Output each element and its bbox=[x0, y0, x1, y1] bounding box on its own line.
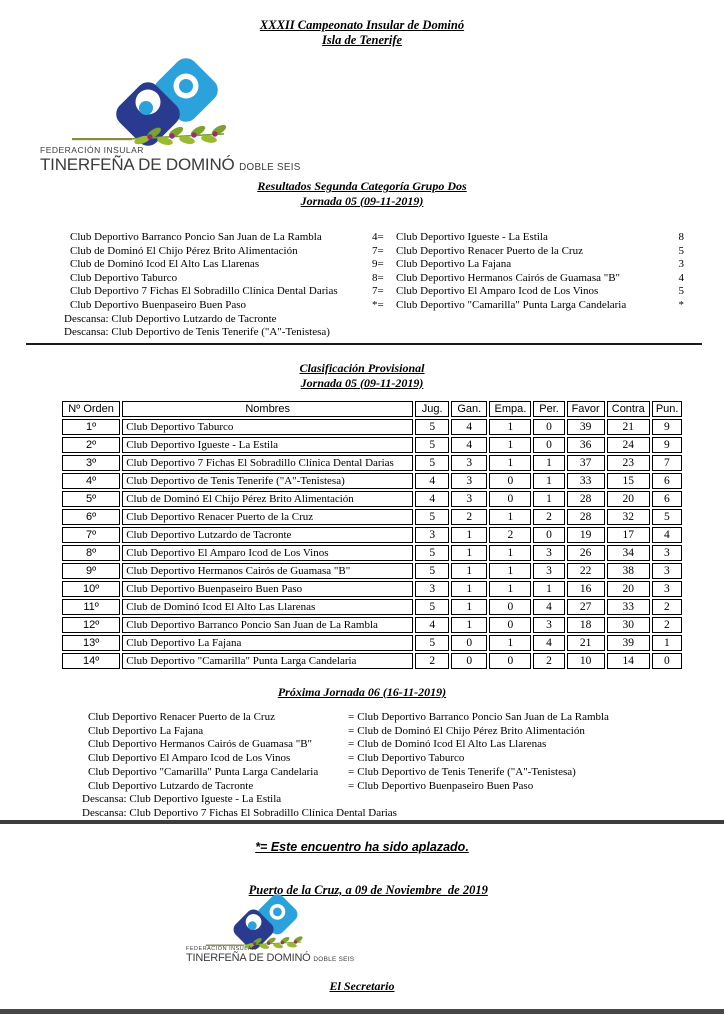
result-away-score: 5 bbox=[678, 244, 684, 257]
next-match-row bbox=[88, 738, 684, 752]
stat-cell: 5 bbox=[415, 437, 449, 453]
next-home-team: Club Deportivo Lutzardo de Tacronte bbox=[88, 779, 254, 792]
result-away-team: Club Deportivo "Camarilla" Punta Larga Candelaria bbox=[396, 298, 627, 311]
result-home-score: *= bbox=[372, 298, 384, 311]
stat-cell: 20 bbox=[607, 581, 650, 597]
signature bbox=[0, 979, 724, 994]
stat-cell: 26 bbox=[567, 545, 605, 561]
next-round-heading bbox=[0, 685, 724, 700]
standings-column-header: Contra bbox=[607, 401, 650, 417]
domino-logo-icon bbox=[66, 56, 276, 152]
standings-row bbox=[62, 581, 682, 597]
result-home-team: Club Deportivo 7 Fichas El Sobradillo Clínica Dental Darias bbox=[70, 285, 338, 298]
doc-title-line1: XXXII Campeonato Insular de Dominó bbox=[259, 18, 465, 32]
stat-cell: 4 bbox=[451, 437, 487, 453]
stat-cell: 28 bbox=[567, 491, 605, 507]
equals-separator: = bbox=[348, 724, 355, 737]
equals-separator: = bbox=[348, 779, 355, 792]
stat-cell: 1 bbox=[533, 455, 564, 471]
stat-cell: 1 bbox=[489, 635, 531, 651]
stat-cell: 6 bbox=[652, 491, 682, 507]
stat-cell: 0 bbox=[533, 419, 564, 435]
standings-row bbox=[62, 491, 682, 507]
stat-cell: 3 bbox=[533, 617, 564, 633]
stat-cell: 6 bbox=[652, 473, 682, 489]
stat-cell: 5 bbox=[415, 635, 449, 651]
next-home-team: Club Deportivo "Camarilla" Punta Larga Candelaria bbox=[88, 765, 319, 778]
stat-cell: 0 bbox=[489, 473, 531, 489]
stat-cell: 14 bbox=[607, 653, 650, 669]
stat-cell: 33 bbox=[567, 473, 605, 489]
next-round-heading-text: Próxima Jornada 06 (16-11-2019) bbox=[277, 685, 447, 699]
stat-cell: 3 bbox=[451, 455, 487, 471]
next-away-cell bbox=[348, 780, 684, 794]
result-home-team: Club Deportivo Taburco bbox=[70, 271, 178, 284]
logo-name-line bbox=[40, 155, 350, 175]
stat-cell: 2 bbox=[489, 527, 531, 543]
stat-cell: 0 bbox=[533, 527, 564, 543]
stat-cell: 3 bbox=[533, 563, 564, 579]
stat-cell: 4 bbox=[415, 473, 449, 489]
postponed-note bbox=[0, 840, 724, 854]
standings-column-header: Nº Orden bbox=[62, 401, 120, 417]
doc-title-line2: Isla de Tenerife bbox=[321, 33, 403, 47]
result-row bbox=[70, 245, 684, 259]
standings-column-header: Nombres bbox=[122, 401, 413, 417]
stat-cell: 1 bbox=[489, 509, 531, 525]
stat-cell: 0 bbox=[489, 491, 531, 507]
result-home-score: 7= bbox=[372, 244, 384, 257]
logo-text bbox=[186, 946, 386, 964]
stat-cell: 1 bbox=[489, 455, 531, 471]
club-name-cell: Club Deportivo Hermanos Cairós de Guamasa "B" bbox=[122, 563, 413, 579]
rank-cell: 6º bbox=[62, 509, 120, 525]
next-bye-row: Descansa: Club Deportivo 7 Fichas El Sobradillo Clínica Dental Darias bbox=[82, 806, 397, 819]
club-name-cell: Club Deportivo de Tenis Tenerife ("A"-Tenistesa) bbox=[122, 473, 413, 489]
result-home-team: Club de Dominó Icod El Alto Las Llarenas bbox=[70, 258, 260, 271]
next-away-team: Club Deportivo Buenpaseiro Buen Paso bbox=[357, 779, 534, 792]
club-name-cell: Club Deportivo Buenpaseiro Buen Paso bbox=[122, 581, 413, 597]
club-name-cell: Club Deportivo Taburco bbox=[122, 419, 413, 435]
stat-cell: 4 bbox=[533, 599, 564, 615]
stat-cell: 18 bbox=[567, 617, 605, 633]
stat-cell: 5 bbox=[415, 599, 449, 615]
stat-cell: 4 bbox=[652, 527, 682, 543]
rank-cell: 8º bbox=[62, 545, 120, 561]
stat-cell: 19 bbox=[567, 527, 605, 543]
light-domino-pip bbox=[273, 907, 282, 916]
stat-cell: 0 bbox=[652, 653, 682, 669]
standings-row bbox=[62, 545, 682, 561]
standings-row bbox=[62, 617, 682, 633]
standings-column-header: Pun. bbox=[652, 401, 682, 417]
stat-cell: 3 bbox=[652, 581, 682, 597]
result-away-score: * bbox=[678, 298, 684, 311]
stat-cell: 9 bbox=[652, 437, 682, 453]
stat-cell: 0 bbox=[451, 653, 487, 669]
rank-cell: 13º bbox=[62, 635, 120, 651]
standings-column-header: Per. bbox=[533, 401, 564, 417]
next-away-cell bbox=[348, 738, 684, 752]
logo-org-line: FEDERACIÓN INSULAR bbox=[186, 946, 257, 953]
stat-cell: 1 bbox=[533, 581, 564, 597]
results-bye-row: Descansa: Club Deportivo Lutzardo de Tacronte bbox=[64, 312, 277, 325]
stat-cell: 34 bbox=[607, 545, 650, 561]
stat-cell: 1 bbox=[451, 599, 487, 615]
stat-cell: 10 bbox=[567, 653, 605, 669]
results-list bbox=[64, 231, 684, 340]
footer-divider-line bbox=[0, 820, 724, 824]
rank-cell: 5º bbox=[62, 491, 120, 507]
equals-separator: = bbox=[348, 752, 355, 765]
stat-cell: 2 bbox=[451, 509, 487, 525]
next-round-list bbox=[82, 711, 684, 821]
stat-cell: 17 bbox=[607, 527, 650, 543]
stat-cell: 39 bbox=[607, 635, 650, 651]
standings-heading-line1: Clasificación Provisional bbox=[299, 361, 425, 375]
next-away-cell bbox=[348, 752, 684, 766]
page-bottom-bar bbox=[0, 1009, 724, 1014]
stat-cell: 1 bbox=[489, 563, 531, 579]
stat-cell: 5 bbox=[415, 455, 449, 471]
rank-cell: 12º bbox=[62, 617, 120, 633]
stat-cell: 3 bbox=[451, 473, 487, 489]
stat-cell: 1 bbox=[451, 617, 487, 633]
next-away-team: Club Deportivo Barranco Poncio San Juan de La Rambla bbox=[357, 711, 609, 723]
stat-cell: 2 bbox=[652, 617, 682, 633]
results-heading bbox=[0, 179, 724, 208]
stat-cell: 4 bbox=[415, 617, 449, 633]
club-name-cell: Club Deportivo Igueste - La Estila bbox=[122, 437, 413, 453]
result-away-team: Club Deportivo Renacer Puerto de la Cruz bbox=[396, 244, 583, 257]
next-away-team: Club de Dominó El Chijo Pérez Brito Alimentación bbox=[357, 724, 585, 737]
next-home-team: Club Deportivo El Amparo Icod de Los Vinos bbox=[88, 752, 291, 765]
standings-row bbox=[62, 419, 682, 435]
result-away-score: 3 bbox=[678, 258, 684, 271]
stat-cell: 4 bbox=[451, 419, 487, 435]
stat-cell: 9 bbox=[652, 419, 682, 435]
rank-cell: 7º bbox=[62, 527, 120, 543]
result-row bbox=[70, 285, 684, 299]
next-home-team: Club Deportivo Renacer Puerto de la Cruz bbox=[88, 711, 275, 723]
standings-header-row bbox=[62, 401, 682, 417]
standings-row bbox=[62, 455, 682, 471]
stat-cell: 0 bbox=[533, 437, 564, 453]
rank-cell: 3º bbox=[62, 455, 120, 471]
stat-cell: 1 bbox=[451, 527, 487, 543]
next-match-row bbox=[88, 711, 684, 725]
stat-cell: 1 bbox=[533, 473, 564, 489]
stat-cell: 27 bbox=[567, 599, 605, 615]
dark-domino-pip bbox=[139, 101, 153, 115]
stat-cell: 3 bbox=[652, 563, 682, 579]
results-heading-line1: Resultados Segunda Categoría Grupo Dos bbox=[257, 179, 467, 193]
stat-cell: 2 bbox=[652, 599, 682, 615]
standings-row bbox=[62, 653, 682, 669]
domino-logo-icon bbox=[202, 893, 334, 953]
equals-separator: = bbox=[348, 738, 355, 751]
rank-cell: 14º bbox=[62, 653, 120, 669]
stat-cell: 22 bbox=[567, 563, 605, 579]
result-home-score: 9= bbox=[372, 258, 384, 271]
stat-cell: 0 bbox=[489, 599, 531, 615]
result-row bbox=[70, 272, 684, 286]
stat-cell: 5 bbox=[415, 563, 449, 579]
rank-cell: 4º bbox=[62, 473, 120, 489]
federation-logo bbox=[40, 56, 350, 175]
stat-cell: 7 bbox=[652, 455, 682, 471]
standings-body bbox=[62, 419, 682, 669]
next-match-row bbox=[88, 725, 684, 739]
stat-cell: 1 bbox=[489, 581, 531, 597]
logo-name: TINERFEÑA DE DOMINÓ bbox=[40, 155, 235, 174]
next-away-team: Club Deportivo de Tenis Tenerife ("A"-Tenistesa) bbox=[357, 765, 576, 778]
standings-column-header: Gan. bbox=[451, 401, 487, 417]
stat-cell: 0 bbox=[489, 653, 531, 669]
rank-cell: 1º bbox=[62, 419, 120, 435]
next-away-cell bbox=[348, 711, 684, 725]
club-name-cell: Club de Dominó El Chijo Pérez Brito Alimentación bbox=[122, 491, 413, 507]
stat-cell: 1 bbox=[451, 581, 487, 597]
stat-cell: 21 bbox=[567, 635, 605, 651]
results-bye-row: Descansa: Club Deportivo de Tenis Tenerife ("A"-Tenistesa) bbox=[64, 326, 330, 339]
result-home-team: Club de Dominó El Chijo Pérez Brito Alimentación bbox=[70, 244, 298, 257]
club-name-cell: Club Deportivo "Camarilla" Punta Larga Candelaria bbox=[122, 653, 413, 669]
logo-name-line bbox=[186, 952, 386, 964]
light-domino-pip bbox=[179, 79, 193, 93]
result-home-team: Club Deportivo Buenpaseiro Buen Paso bbox=[70, 298, 246, 311]
stat-cell: 1 bbox=[451, 545, 487, 561]
result-away-score: 5 bbox=[678, 285, 684, 298]
standings-row bbox=[62, 437, 682, 453]
rank-cell: 9º bbox=[62, 563, 120, 579]
stat-cell: 3 bbox=[451, 491, 487, 507]
stat-cell: 1 bbox=[652, 635, 682, 651]
stat-cell: 4 bbox=[533, 635, 564, 651]
result-away-score: 4 bbox=[678, 271, 684, 284]
stat-cell: 21 bbox=[607, 419, 650, 435]
stat-cell: 1 bbox=[451, 563, 487, 579]
stat-cell: 2 bbox=[533, 509, 564, 525]
stat-cell: 15 bbox=[607, 473, 650, 489]
standings-row bbox=[62, 563, 682, 579]
postponed-note-text: *= Este encuentro ha sido aplazado. bbox=[255, 840, 469, 854]
stat-cell: 38 bbox=[607, 563, 650, 579]
stat-cell: 2 bbox=[533, 653, 564, 669]
results-heading-line2: Jornada 05 (09-11-2019) bbox=[300, 193, 424, 208]
stat-cell: 0 bbox=[451, 635, 487, 651]
stat-cell: 23 bbox=[607, 455, 650, 471]
next-away-cell bbox=[348, 725, 684, 739]
stat-cell: 5 bbox=[415, 545, 449, 561]
stat-cell: 0 bbox=[489, 617, 531, 633]
stat-cell: 30 bbox=[607, 617, 650, 633]
stat-cell: 3 bbox=[415, 527, 449, 543]
stat-cell: 1 bbox=[489, 419, 531, 435]
stat-cell: 36 bbox=[567, 437, 605, 453]
next-home-team: Club Deportivo Hermanos Cairós de Guamasa "B" bbox=[88, 738, 313, 751]
standings-row bbox=[62, 509, 682, 525]
logo-suffix: DOBLE SEIS bbox=[239, 162, 301, 173]
standings-table bbox=[60, 399, 684, 671]
result-row bbox=[70, 299, 684, 313]
club-name-cell: Club Deportivo La Fajana bbox=[122, 635, 413, 651]
result-away-team: Club Deportivo Hermanos Cairós de Guamasa "B" bbox=[396, 271, 621, 284]
standings-heading bbox=[0, 361, 724, 390]
next-match-row bbox=[88, 780, 684, 794]
result-row bbox=[70, 258, 684, 272]
stat-cell: 5 bbox=[415, 509, 449, 525]
standings-column-header: Favor bbox=[567, 401, 605, 417]
stat-cell: 2 bbox=[415, 653, 449, 669]
result-row bbox=[70, 231, 684, 245]
next-bye-row: Descansa: Club Deportivo Igueste - La Estila bbox=[82, 793, 282, 806]
stat-cell: 3 bbox=[533, 545, 564, 561]
club-name-cell: Club Deportivo Barranco Poncio San Juan de La Rambla bbox=[122, 617, 413, 633]
logo-org-line: FEDERACIÓN INSULAR bbox=[40, 145, 144, 155]
result-home-team: Club Deportivo Barranco Poncio San Juan de La Rambla bbox=[70, 231, 322, 243]
stat-cell: 5 bbox=[415, 419, 449, 435]
stat-cell: 28 bbox=[567, 509, 605, 525]
result-away-team: Club Deportivo La Fajana bbox=[396, 258, 512, 271]
club-name-cell: Club Deportivo 7 Fichas El Sobradillo Clínica Dental Darias bbox=[122, 455, 413, 471]
rank-cell: 10º bbox=[62, 581, 120, 597]
next-away-cell bbox=[348, 766, 684, 780]
next-home-team: Club Deportivo La Fajana bbox=[88, 724, 204, 737]
stat-cell: 33 bbox=[607, 599, 650, 615]
doc-title bbox=[0, 18, 724, 48]
club-name-cell: Club Deportivo El Amparo Icod de Los Vinos bbox=[122, 545, 413, 561]
rank-cell: 11º bbox=[62, 599, 120, 615]
logo-rule-line bbox=[72, 138, 132, 140]
stat-cell: 16 bbox=[567, 581, 605, 597]
section-divider-line bbox=[26, 343, 702, 345]
equals-separator: = bbox=[348, 711, 355, 723]
result-home-score: 4= bbox=[372, 231, 384, 243]
dark-domino-pip bbox=[248, 921, 257, 930]
equals-separator: = bbox=[348, 765, 355, 778]
stat-cell: 37 bbox=[567, 455, 605, 471]
result-home-score: 7= bbox=[372, 285, 384, 298]
standings-row bbox=[62, 473, 682, 489]
stat-cell: 3 bbox=[415, 581, 449, 597]
standings-column-header: Empa. bbox=[489, 401, 531, 417]
stat-cell: 1 bbox=[489, 437, 531, 453]
standings-column-header: Jug. bbox=[415, 401, 449, 417]
federation-logo-small bbox=[186, 893, 386, 964]
next-away-team: Club Deportivo Taburco bbox=[357, 752, 465, 765]
next-match-row bbox=[88, 752, 684, 766]
club-name-cell: Club Deportivo Lutzardo de Tacronte bbox=[122, 527, 413, 543]
stat-cell: 4 bbox=[415, 491, 449, 507]
stat-cell: 24 bbox=[607, 437, 650, 453]
result-away-team: Club Deportivo Igueste - La Estila bbox=[396, 231, 548, 243]
stat-cell: 1 bbox=[489, 545, 531, 561]
next-away-team: Club de Dominó Icod El Alto Las Llarenas bbox=[357, 738, 547, 751]
standings-row bbox=[62, 599, 682, 615]
next-match-row bbox=[88, 766, 684, 780]
signature-text: El Secretario bbox=[329, 979, 395, 993]
stat-cell: 3 bbox=[652, 545, 682, 561]
standings-heading-line2: Jornada 05 (09-11-2019) bbox=[300, 375, 424, 390]
stat-cell: 1 bbox=[533, 491, 564, 507]
result-away-team: Club Deportivo El Amparo Icod de Los Vinos bbox=[396, 285, 599, 298]
stat-cell: 5 bbox=[652, 509, 682, 525]
logo-suffix: DOBLE SEIS bbox=[313, 956, 355, 964]
rank-cell: 2º bbox=[62, 437, 120, 453]
dateline-text: Puerto de la Cruz, a 09 de Noviembre de 2019 bbox=[248, 883, 488, 897]
stat-cell: 39 bbox=[567, 419, 605, 435]
result-away-score: 8 bbox=[678, 231, 684, 243]
club-name-cell: Club de Dominó Icod El Alto Las Llarenas bbox=[122, 599, 413, 615]
club-name-cell: Club Deportivo Renacer Puerto de la Cruz bbox=[122, 509, 413, 525]
stat-cell: 20 bbox=[607, 491, 650, 507]
standings-row bbox=[62, 527, 682, 543]
stat-cell: 32 bbox=[607, 509, 650, 525]
logo-text bbox=[40, 145, 350, 175]
result-home-score: 8= bbox=[372, 271, 384, 284]
logo-name: TINERFEÑA DE DOMINÓ bbox=[186, 952, 311, 965]
standings-row bbox=[62, 635, 682, 651]
